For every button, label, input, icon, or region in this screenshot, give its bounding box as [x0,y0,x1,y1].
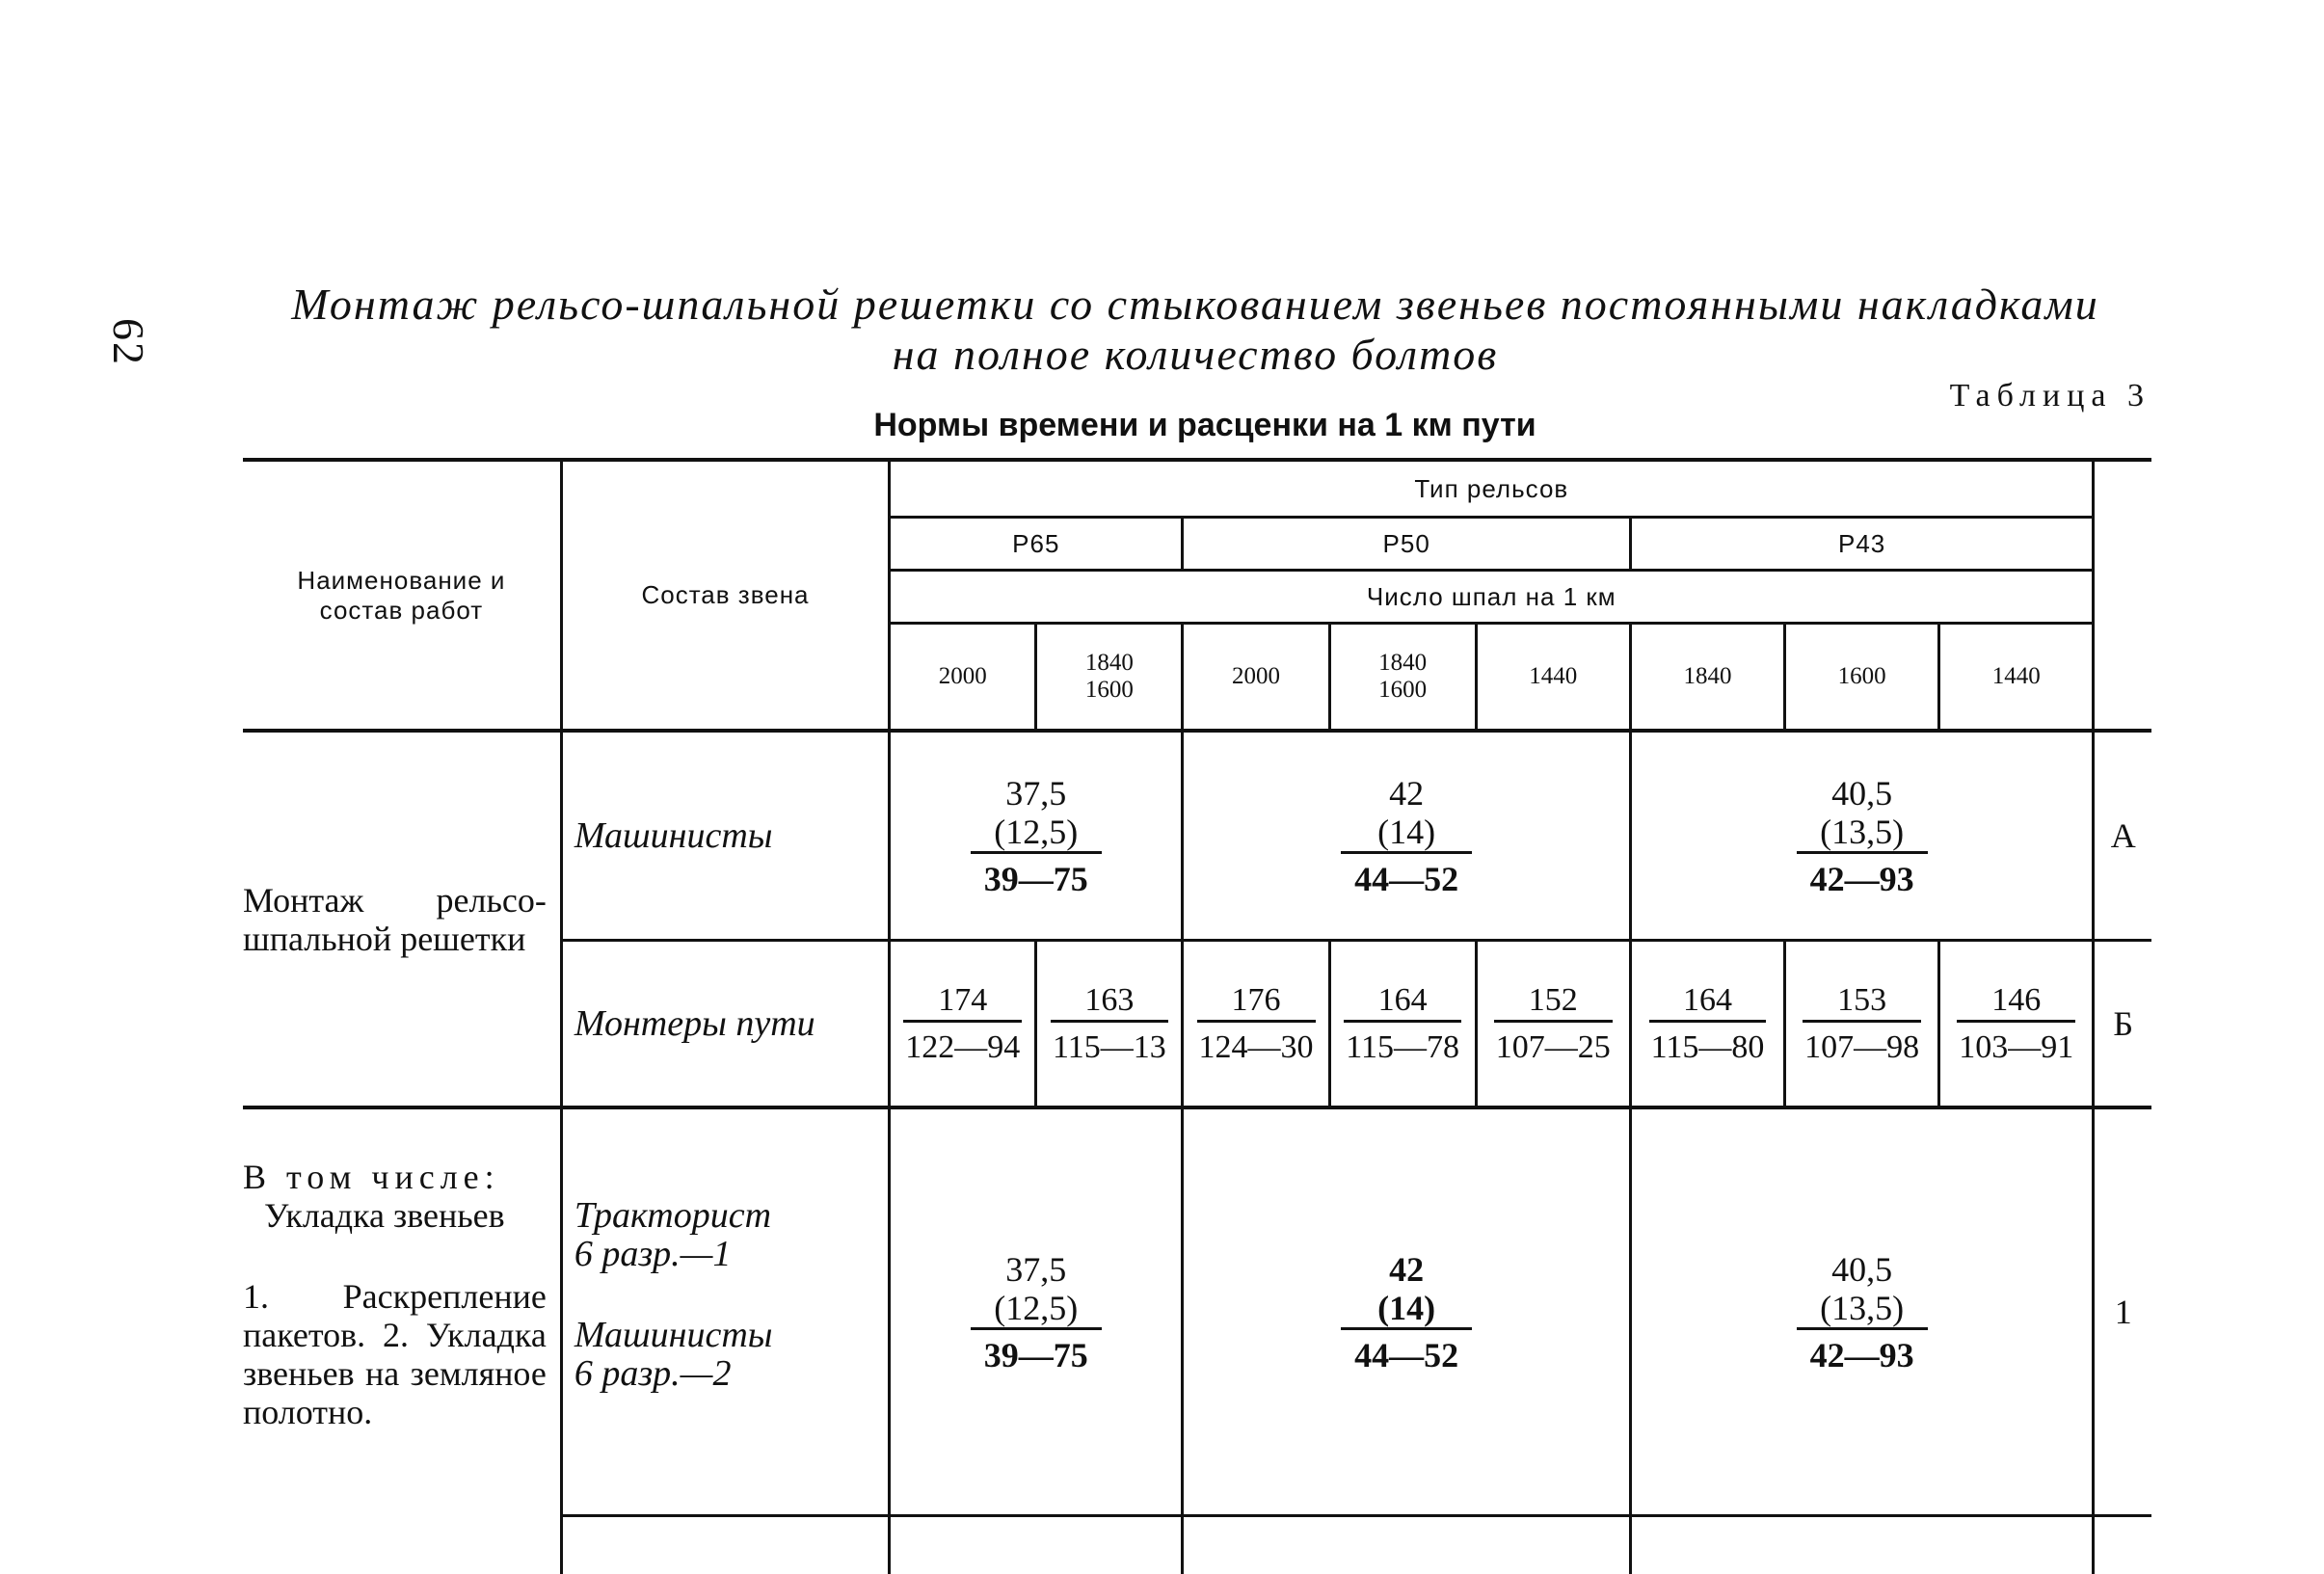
value-cell [890,731,1183,941]
table-subtitle: Нормы времени и расценки на 1 км пути [873,407,1536,443]
crew-machinists: Машинисты [561,731,889,941]
value-norm: 42 [1389,773,1425,813]
blank-cell [890,1516,1183,1574]
blank-cell [2094,1516,2151,1574]
sleeper-count [1329,624,1476,732]
value-cell [1630,941,1784,1108]
title-line-1: Монтаж рельсо-шпальной решетки со стыкованием звеньев постоянными накладками [291,280,2099,329]
value-paren: (13,5) [1820,1288,1905,1327]
sleeper-count-line: 1840 [1084,650,1134,676]
header-rail-type: Тип рельсов [890,460,2094,518]
value-paren: (14) [1377,1288,1436,1327]
value-top [971,774,1102,851]
value-price: 42—93 [1797,1327,1928,1374]
value-norm: 42 [1389,1249,1425,1289]
value-norm: 164 [1682,981,1732,1018]
value-cell [890,941,1036,1108]
sleeper-count: 1440 [1476,624,1630,732]
value-fraction [1341,1250,1472,1374]
value-cell [1785,941,1939,1108]
value-cell [1939,941,2094,1108]
value-cell [1630,731,2094,941]
value-paren: (12,5) [994,1288,1079,1327]
value-fraction [1957,981,2075,1067]
sleeper-count-line: 1840 [1378,650,1428,676]
work-name: Монтаж рельсо-шпальной решетки [243,880,547,958]
header-crew: Состав звена [561,460,889,731]
row-letter: 1 [2094,1107,2151,1516]
value-fraction [971,774,1102,898]
value-cell [1329,941,1476,1108]
crew-line: Машинисты [574,1315,773,1355]
sleeper-count [1036,624,1183,732]
crew-line: 6 разр.—1 [574,1234,732,1274]
value-price: 44—52 [1341,1327,1472,1374]
work-name-cell [243,731,561,1107]
header-work-name: Наименование и состав работ [243,460,561,731]
value-fraction [1197,981,1316,1067]
header-rail-p50: Р50 [1183,518,1630,571]
value-norm: 163 [1084,981,1135,1018]
crew-cell [561,1107,889,1516]
work-desc: 1. Раскрепление пакетов. 2. Укладка звеньев на земляное полотно. [243,1277,547,1431]
value-price: 115—80 [1649,1020,1767,1067]
value-norm: 153 [1837,981,1887,1018]
work-sub: Укладка звеньев [264,1196,505,1235]
value-price: 107—25 [1494,1020,1613,1067]
work-label: В том числе: [243,1158,500,1196]
value-price: 115—13 [1051,1020,1168,1067]
value-fraction [1649,981,1767,1067]
sleeper-count: 1600 [1785,624,1939,732]
value-norm: 37,5 [1005,773,1067,813]
value-fraction [1803,981,1921,1067]
value-top [1341,774,1472,851]
value-fraction [1797,774,1928,898]
page-title [241,280,2150,380]
value-price: 107—98 [1803,1020,1921,1067]
value-price: 39—75 [971,851,1102,898]
value-cell [890,1107,1183,1516]
value-top [1341,1250,1472,1327]
value-price: 39—75 [971,1327,1102,1374]
header-blank [2094,460,2151,731]
row-letter: Б [2094,941,2151,1108]
sleeper-count-line: 1600 [1084,677,1134,703]
value-cell [1183,941,1329,1108]
value-fraction [1051,981,1168,1067]
value-fraction [903,981,1022,1067]
value-paren: (14) [1377,812,1436,851]
value-norm: 176 [1231,981,1281,1018]
value-cell [1183,731,1630,941]
value-fraction [1494,981,1613,1067]
value-price: 122—94 [903,1020,1022,1067]
value-norm: 40,5 [1831,1249,1893,1289]
row-letter: А [2094,731,2151,941]
blank-cell [1630,1516,2094,1574]
value-fraction [1797,1250,1928,1374]
sleeper-count: 1840 [1630,624,1784,732]
page-number: 62 [104,318,153,366]
sleeper-count: 2000 [1183,624,1329,732]
work-name-cell [243,1107,561,1516]
header-sleepers: Число шпал на 1 км [890,571,2094,624]
sleeper-count: 2000 [890,624,1036,732]
title-line-2: на полное количество болтов [892,330,1499,379]
value-fraction [1341,774,1472,898]
crew-line: 6 разр.—2 [574,1353,732,1394]
value-cell [1476,941,1630,1108]
blank-cell [243,1516,561,1574]
header-rail-p65: Р65 [890,518,1183,571]
table-label: Таблица 3 [1949,378,2150,414]
value-norm: 37,5 [1005,1249,1067,1289]
value-price: 103—91 [1957,1020,2075,1067]
value-fraction [971,1250,1102,1374]
blank-cell [561,1516,889,1574]
header-rail-p43: Р43 [1630,518,2094,571]
value-price: 44—52 [1341,851,1472,898]
value-top [1797,774,1928,851]
value-paren: (13,5) [1820,812,1905,851]
value-norm: 146 [1991,981,2042,1018]
value-norm: 164 [1377,981,1428,1018]
value-fraction [1344,981,1461,1067]
value-top [971,1250,1102,1327]
sleeper-count: 1440 [1939,624,2094,732]
sleeper-count-line: 1600 [1378,677,1428,703]
value-price: 124—30 [1197,1020,1316,1067]
value-norm: 152 [1528,981,1578,1018]
value-cell [1183,1107,1630,1516]
value-top [1797,1250,1928,1327]
value-cell [1036,941,1183,1108]
crew-line: Тракторист [574,1195,772,1236]
value-cell [1630,1107,2094,1516]
norms-table [243,458,2151,1574]
crew-track-workers: Монтеры пути [561,941,889,1108]
value-paren: (12,5) [994,812,1079,851]
value-norm: 174 [938,981,988,1018]
value-price: 115—78 [1344,1020,1461,1067]
blank-cell [1183,1516,1630,1574]
value-norm: 40,5 [1831,773,1893,813]
value-price: 42—93 [1797,851,1928,898]
